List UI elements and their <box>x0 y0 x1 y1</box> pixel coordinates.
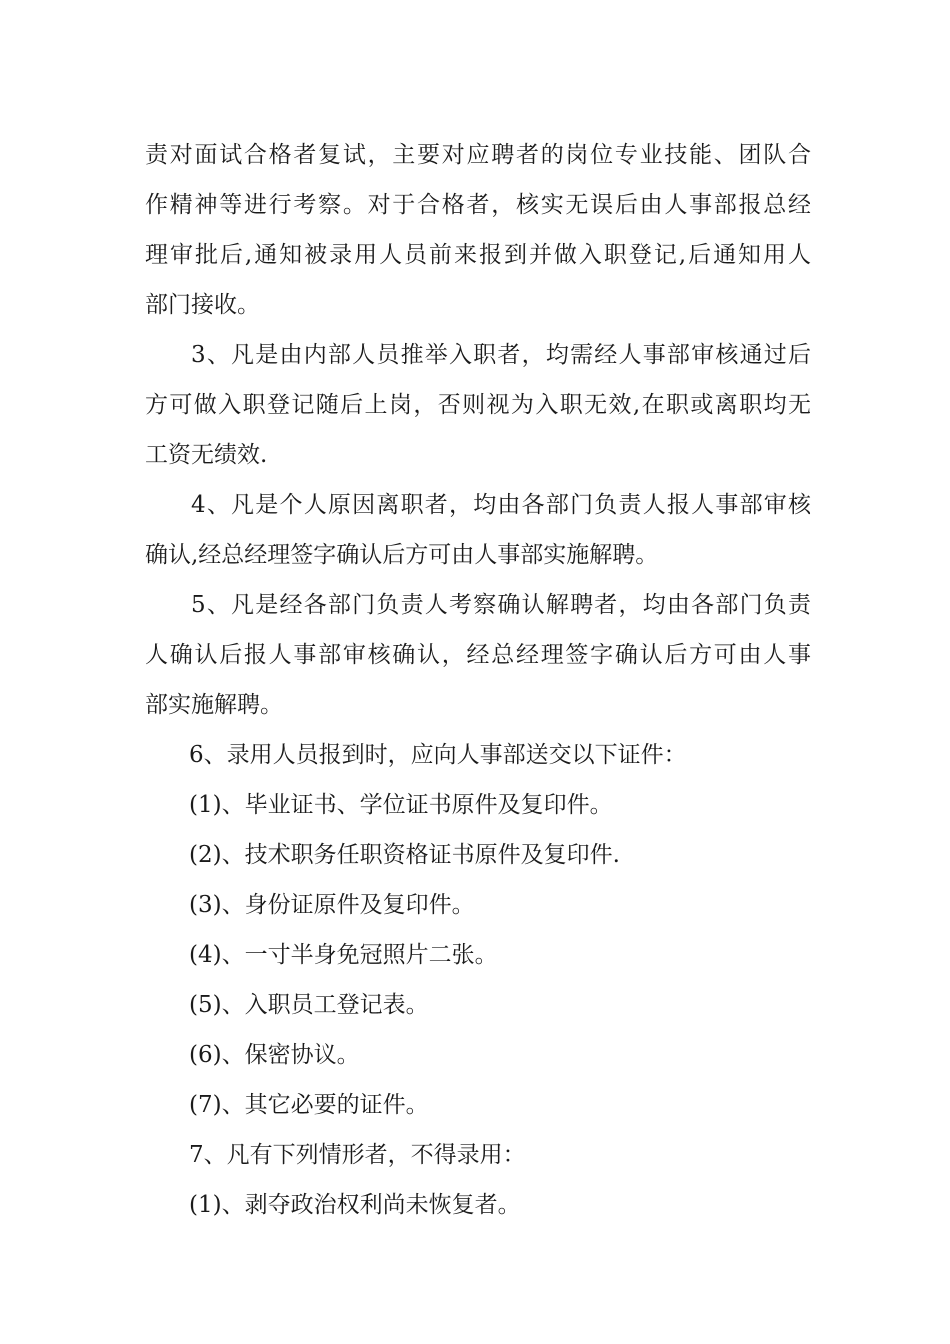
list-item: (4)、一寸半身免冠照片二张。 <box>189 942 498 968</box>
clause-6-heading: 6、录用人员报到时，应向人事部送交以下证件： <box>189 742 687 768</box>
paragraph-line: 责对面试合格者复试，主要对应聘者的岗位专业技能、团队合 <box>145 142 811 168</box>
clause-4-line: 确认,经总经理签字确认后方可由人事部实施解聘。 <box>145 542 659 568</box>
paragraph-line: 理审批后,通知被录用人员前来报到并做入职登记,后通知用人 <box>145 242 811 268</box>
list-item: (2)、技术职务任职资格证书原件及复印件. <box>189 842 620 868</box>
clause-5-line: 人确认后报人事部审核确认，经总经理签字确认后方可由人事 <box>145 642 811 668</box>
list-item: (5)、入职员工登记表。 <box>189 992 429 1018</box>
list-item: (1)、毕业证书、学位证书原件及复印件。 <box>189 792 613 818</box>
paragraph-line: 部门接收。 <box>145 292 260 318</box>
clause-3-line: 工资无绩效. <box>145 442 268 468</box>
clause-7-heading: 7、凡有下列情形者，不得录用： <box>189 1142 526 1168</box>
list-item: (3)、身份证原件及复印件。 <box>189 892 475 918</box>
clause-5-line: 部实施解聘。 <box>145 692 283 718</box>
clause-5-line: 5、凡是经各部门负责人考察确认解聘者，均由各部门负责 <box>191 592 811 618</box>
list-item: (6)、保密协议。 <box>189 1042 360 1068</box>
list-item: (7)、其它必要的证件。 <box>189 1092 429 1118</box>
paragraph-line: 作精神等进行考察。对于合格者，核实无误后由人事部报总经 <box>145 192 811 218</box>
list-item: (1)、剥夺政治权利尚未恢复者。 <box>189 1192 521 1218</box>
clause-4-line: 4、凡是个人原因离职者，均由各部门负责人报人事部审核 <box>191 492 811 518</box>
clause-3-line: 3、凡是由内部人员推举入职者，均需经人事部审核通过后 <box>191 342 811 368</box>
clause-3-line: 方可做入职登记随后上岗，否则视为入职无效,在职或离职均无 <box>145 392 811 418</box>
document-body <box>145 130 811 1230</box>
